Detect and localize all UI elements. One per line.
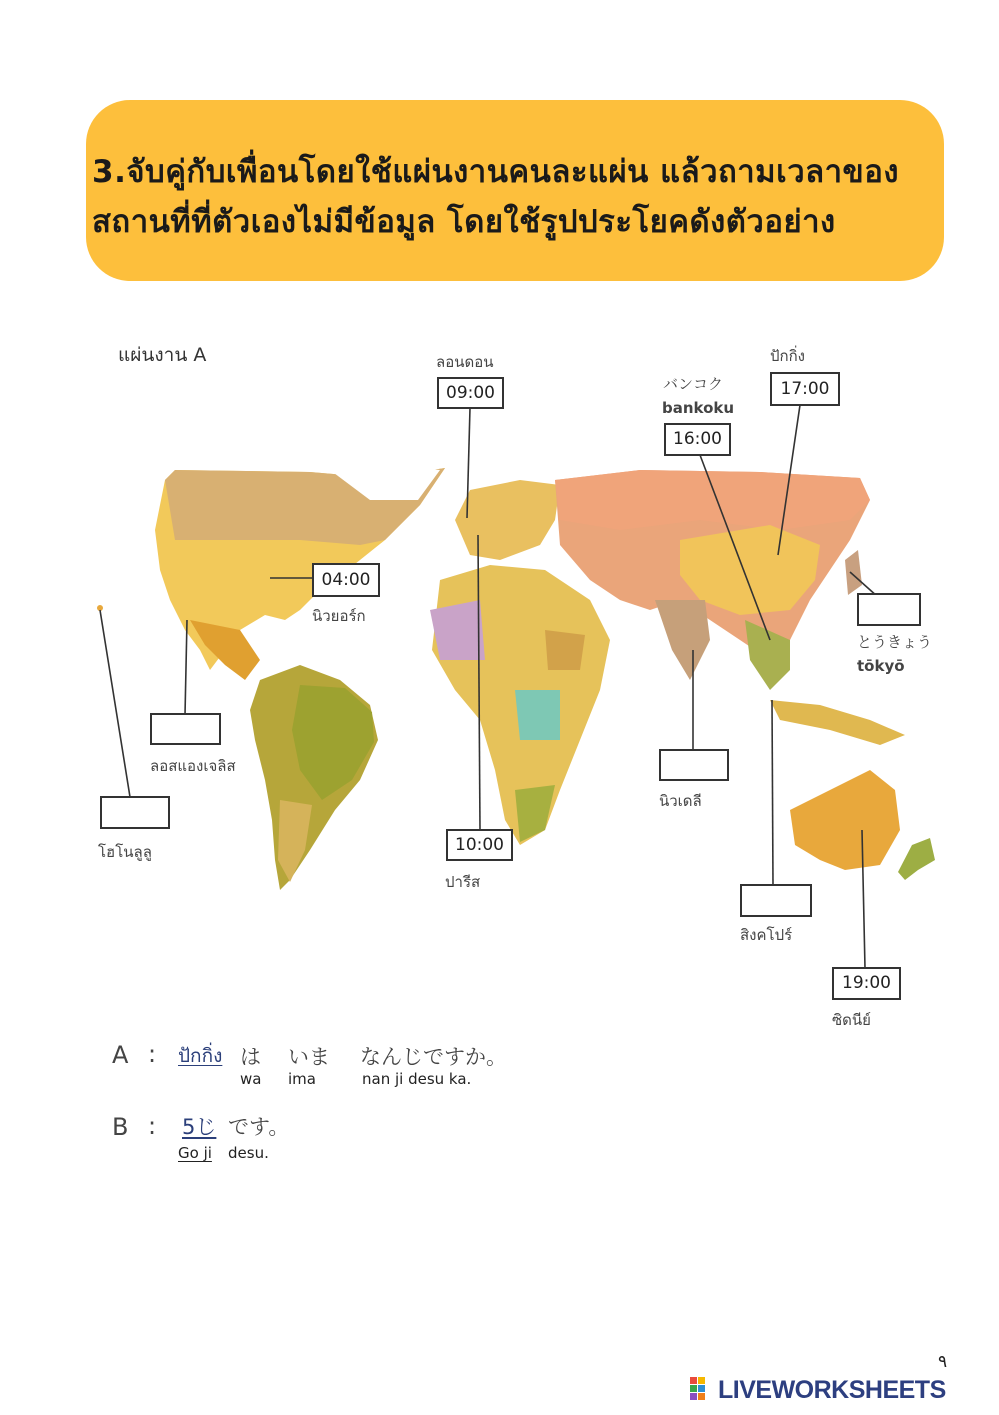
dialogue-a-question: なんじですか。 bbox=[360, 1045, 507, 1069]
city-label-singapore: สิงคโปร์ bbox=[740, 926, 793, 944]
continent-europe bbox=[455, 480, 560, 560]
logo-icon bbox=[690, 1377, 714, 1403]
answer-box-losangeles[interactable] bbox=[150, 713, 221, 745]
indonesia bbox=[770, 700, 905, 745]
dialogue-b-romaji-desu: desu. bbox=[228, 1144, 269, 1162]
russia bbox=[555, 470, 870, 530]
dialogue-b-colon: : bbox=[148, 1112, 157, 1140]
page-number: ٩ bbox=[938, 1352, 948, 1372]
dialogue-a-romaji-question: nan ji desu ka. bbox=[362, 1070, 472, 1088]
africa-region-1 bbox=[430, 600, 485, 660]
city-label-losangeles: ลอสแองเจลิส bbox=[150, 757, 236, 775]
time-box-london: 09:00 bbox=[437, 377, 504, 409]
city-romaji-bangkok: bankoku bbox=[662, 399, 735, 417]
time-box-newyork: 04:00 bbox=[312, 563, 380, 597]
time-box-beijing: 17:00 bbox=[770, 372, 840, 406]
time-box-bangkok: 16:00 bbox=[664, 423, 731, 456]
city-label-honolulu: โฮโนลูลู bbox=[98, 843, 152, 861]
city-label-newyork: นิวยอร์ก bbox=[312, 607, 366, 625]
logo-text: LIVEWORKSHEETS bbox=[718, 1376, 946, 1404]
city-label-paris: ปารีส bbox=[445, 873, 481, 891]
city-label-beijing: ปักกิ่ง bbox=[770, 347, 806, 365]
answer-box-tokyo[interactable] bbox=[857, 593, 921, 626]
africa-region-2 bbox=[515, 690, 560, 740]
india bbox=[655, 600, 710, 680]
city-label-sydney: ซิดนีย์ bbox=[832, 1011, 871, 1029]
answer-box-honolulu[interactable] bbox=[100, 796, 170, 829]
africa-region-3 bbox=[545, 630, 585, 670]
city-romaji-tokyo: tōkyō bbox=[857, 657, 905, 675]
dialogue-a-label: A bbox=[112, 1041, 129, 1069]
japan bbox=[845, 550, 862, 595]
city-label-newdelhi: นิวเดลี bbox=[659, 792, 702, 810]
australia bbox=[790, 770, 900, 870]
time-box-paris: 10:00 bbox=[446, 829, 513, 861]
dialogue-b-desu: です。 bbox=[228, 1115, 290, 1139]
sheet-label: แผ่นงาน A bbox=[118, 344, 207, 366]
dialogue-a-colon: : bbox=[148, 1040, 157, 1068]
liveworksheets-logo bbox=[690, 1376, 990, 1404]
dialogue-a-ima: いま bbox=[288, 1045, 330, 1069]
dialogue-a-place: ปักกิ่ง bbox=[178, 1045, 223, 1067]
new-zealand bbox=[898, 838, 935, 880]
dialogue-b-romaji-answer: Go ji bbox=[178, 1144, 212, 1162]
time-box-sydney: 19:00 bbox=[832, 967, 901, 1000]
answer-box-singapore[interactable] bbox=[740, 884, 812, 917]
instruction-line-2: สถานที่ที่ตัวเองไม่มีข้อมูล โดยใช้รูปประโยคดังตัวอย่าง bbox=[92, 204, 836, 240]
dialogue-b-label: B bbox=[112, 1113, 129, 1141]
dialogue-b-answer: 5じ bbox=[182, 1115, 217, 1139]
city-kana-tokyo: とうきょう bbox=[857, 633, 933, 651]
answer-box-newdelhi[interactable] bbox=[659, 749, 729, 781]
city-kana-bangkok: バンコク bbox=[663, 375, 724, 393]
instruction-line-1: 3.จับคู่กับเพื่อนโดยใช้แผ่นงานคนละแผ่น แล้วถามเวลาของ bbox=[92, 154, 899, 190]
city-label-london: ลอนดอน bbox=[436, 353, 494, 371]
dialogue-a-romaji-wa: wa bbox=[240, 1070, 262, 1088]
dialogue-a-romaji-ima: ima bbox=[288, 1070, 316, 1088]
dialogue-a-wa: は bbox=[240, 1045, 261, 1069]
